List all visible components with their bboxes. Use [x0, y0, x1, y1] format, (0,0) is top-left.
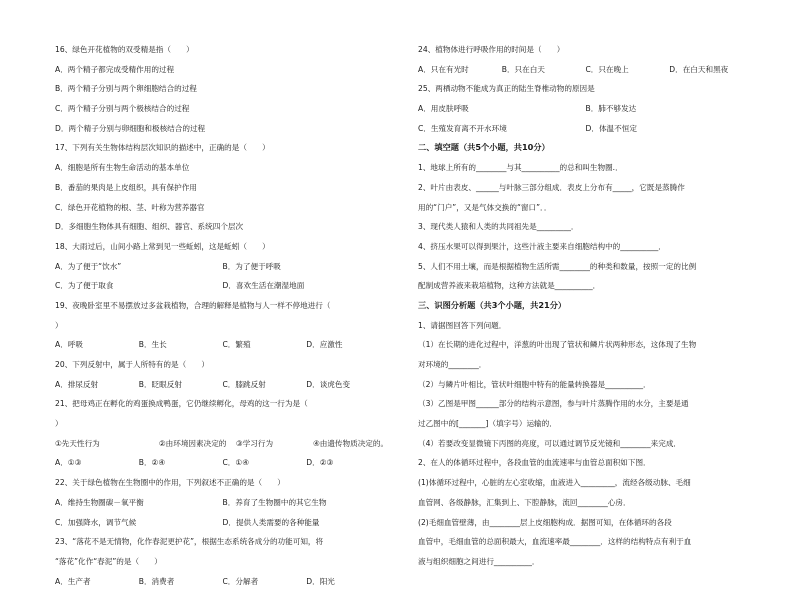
question-24-option-b: B．只在白天: [501, 64, 545, 74]
question-21-option-b: B．②④: [138, 458, 166, 468]
analysis-1-part-3: （3）乙图是甲图______部分的结构示意图，参与叶片蒸腾作用的水分，主要是通: [418, 399, 689, 409]
question-23-options: [55, 572, 390, 591]
question-21-statements: [55, 434, 390, 454]
question-21-statement-1: ①先天性行为: [55, 438, 100, 448]
left-column: [55, 40, 390, 591]
question-22-option-d: D．提供人类需要的各种能量: [222, 517, 320, 527]
analysis-2-part-2-end: 液与组织细胞之间进行__________．: [418, 556, 540, 566]
question-19-options: [55, 335, 390, 355]
analysis-1-part-4: （4）若要改变显微镜下丙图的亮度，可以通过调节反光镜和________来完成．: [418, 438, 682, 448]
question-24-options: [418, 60, 753, 80]
question-21-stem-cont: ）: [55, 419, 63, 429]
question-17-option-d: D．多细胞生物体具有细胞、组织、器官、系统四个层次: [55, 222, 244, 232]
analysis-1-part-1: （1）在长期的进化过程中，洋葱的叶出现了管状和鳞片状两种形态，这体现了生物: [418, 340, 697, 350]
analysis-1-part-2: （2）与鳞片叶相比，管状叶细胞中特有的能量转换器是__________．: [418, 379, 651, 389]
question-22-option-c: C．加强降水，调节气候: [55, 517, 137, 527]
question-22-option-a: A．维持生物圈碳－氧平衡: [55, 497, 144, 507]
question-24-option-d: D．在白天和黑夜: [669, 64, 729, 74]
question-19-stem: 19、夜晚卧室里不易摆放过多盆栽植物，合理的解释是植物与人一样不停地进行（: [55, 300, 331, 310]
question-25-option-a: A．用皮肤呼吸: [418, 104, 469, 114]
question-21-option-a: A．①③: [55, 458, 82, 468]
question-23-option-a: A．生产者: [55, 576, 91, 586]
question-16-stem: 16、绿色开花植物的双受精是指（ ）: [55, 45, 194, 54]
fill-blank-5-cont: 配制成营养液来栽培植物，这种方法就是__________．: [418, 281, 601, 291]
question-23-option-c: C．分解者: [222, 576, 259, 586]
question-17-option-b: B．番茄的果肉是上皮组织，具有保护作用: [55, 182, 197, 192]
question-16-option-d: D．两个精子分别与卵细胞和极核结合的过程: [55, 123, 206, 133]
question-23-option-b: B．消费者: [138, 576, 175, 586]
question-22-option-b: B．养育了生物圈中的其它生物: [222, 497, 327, 507]
question-16-option-c: C．两个精子分别与两个极核结合的过程: [55, 104, 190, 114]
question-18-option-a: A．为了便于“饮水”: [55, 261, 122, 271]
analysis-1-intro: 1、请据图回答下列问题．: [418, 320, 507, 330]
question-23-option-d: D．阳光: [306, 576, 335, 586]
question-25-stem: 25、两栖动物不能成为真正的陆生脊椎动物的原因是: [418, 84, 595, 94]
question-17-option-a: A．细胞是所有生物生命活动的基本单位: [55, 163, 190, 173]
question-20-stem: 20、下列反射中，属于人所特有的是（ ）: [55, 360, 209, 369]
analysis-2-intro: 2、在人的体循环过程中，各段血管的血流速率与血管总面积如下图．: [418, 458, 651, 468]
question-17-stem: 17、下列有关生物体结构层次知识的描述中，正确的是（ ）: [55, 143, 270, 153]
fill-blank-4: 4、挤压水果可以得到果汁，这些汁液主要来自细胞结构中的__________．: [418, 241, 666, 251]
question-21-stem: 21、把母鸡正在孵化的鸡蛋换成鸭蛋，它仍继续孵化，母鸡的这一行为是（: [55, 399, 308, 409]
question-22-options-row2: [55, 513, 390, 533]
question-20-option-c: C．膝跳反射: [222, 379, 266, 389]
question-24-option-c: C．只在晚上: [585, 64, 629, 74]
question-22-options-row1: [55, 493, 390, 513]
fill-blank-2-cont: 用的“门户”，又是气体交换的“窗口”．．: [418, 202, 552, 212]
question-19-option-c: C．繁殖: [222, 340, 251, 350]
question-19-option-a: A．呼吸: [55, 340, 83, 350]
question-21-statement-3: ③学习行为: [235, 438, 274, 448]
question-16-option-b: B．两个精子分别与两个卵细胞结合的过程: [55, 84, 197, 94]
question-21-option-d: D．②③: [306, 458, 334, 468]
question-24-stem: 24、植物体进行呼吸作用的时间是（ ）: [418, 45, 565, 54]
question-22-stem: 22、关于绿色植物在生物圈中的作用，下列叙述不正确的是（ ）: [55, 478, 285, 488]
question-23-stem-cont: “落花”化作“春泥”的是（ ）: [55, 556, 162, 566]
question-25-option-b: B．肺不够发达: [585, 104, 637, 114]
question-18-option-d: D．喜欢生活在潮湿地面: [222, 281, 305, 291]
question-18-options-row1: [55, 257, 390, 277]
analysis-2-part-2-cont: 血管中，毛细血管的总面积最大，血流速率最________．这样的结构特点有利于血: [418, 537, 692, 547]
question-21-statement-2: ②由环境因素决定的: [158, 438, 227, 448]
question-21-statement-4: ④由遗传物质决定的。: [312, 438, 389, 448]
right-column: [418, 40, 753, 572]
question-25-option-d: D．体温不恒定: [585, 123, 637, 133]
question-19-stem-cont: ）: [55, 320, 63, 330]
fill-blank-1: 1、地球上所有的________与其__________的总和叫生物圈.．: [418, 163, 623, 173]
question-19-option-b: B．生长: [138, 340, 167, 350]
question-20-option-b: B．眨眼反射: [138, 379, 182, 389]
fill-blank-3: 3、现代类人猿和人类的共同祖先是_________．: [418, 222, 579, 232]
section-3-title: 三、识图分析题（共3个小题，共21分）: [418, 299, 567, 310]
fill-blank-5: 5、人们不用土壤，而是根据植物生活所需________的种类和数量，按照一定的比例: [418, 261, 697, 271]
question-25-option-c: C．生殖发育离不开水环境: [418, 123, 507, 133]
question-20-options: [55, 375, 390, 395]
question-20-option-d: D．谈虎色变: [306, 379, 351, 389]
question-23-stem: 23、“落花不是无情物，化作春泥更护花”，根据生态系统各成分的功能可知，将: [55, 537, 324, 547]
question-21-options: [55, 453, 390, 473]
analysis-2-part-2: (2)毛细血管壁薄，由________层上皮细胞构成．据图可知，在体循环的各段: [418, 517, 672, 527]
question-18-stem: 18、大雨过后，山间小路上常到见一些蚯蚓，这是蚯蚓（ ）: [55, 241, 270, 251]
question-21-option-c: C．①④: [222, 458, 250, 468]
analysis-1-part-3-cont: 过乙图中的[_______]（填字号）运输的．: [418, 419, 557, 429]
question-19-option-d: D．应激性: [306, 340, 343, 350]
question-20-option-a: A．排尿反射: [55, 379, 99, 389]
question-18-option-c: C．为了便于取食: [55, 281, 114, 291]
question-17-option-c: C．绿色开花植物的根、茎、叶称为营养器官: [55, 202, 205, 212]
question-25-options-row2: [418, 119, 753, 139]
question-16-option-a: A．两个精子都完成受精作用的过程: [55, 64, 175, 74]
question-25-options-row1: [418, 99, 753, 119]
question-18-option-b: B．为了便于呼吸: [222, 261, 281, 271]
fill-blank-2: 2、叶片由表皮、______与叶脉三部分组成．表皮上分布有_____，它既是蒸腾作: [418, 182, 685, 192]
question-18-options-row2: [55, 276, 390, 296]
analysis-2-part-1: (1)体循环过程中，心脏的左心室收缩，血液进入_________，流经各级动脉、毛细: [418, 478, 691, 488]
section-2-title: 二、填空题（共5个小题，共10分）: [418, 142, 550, 153]
analysis-1-part-1-cont: 对环境的________．: [418, 360, 487, 369]
question-24-option-a: A．只在有光时: [418, 64, 469, 74]
analysis-2-part-1-cont: 血管网、各级静脉，汇集到上、下腔静脉，流回________心房．: [418, 497, 631, 507]
